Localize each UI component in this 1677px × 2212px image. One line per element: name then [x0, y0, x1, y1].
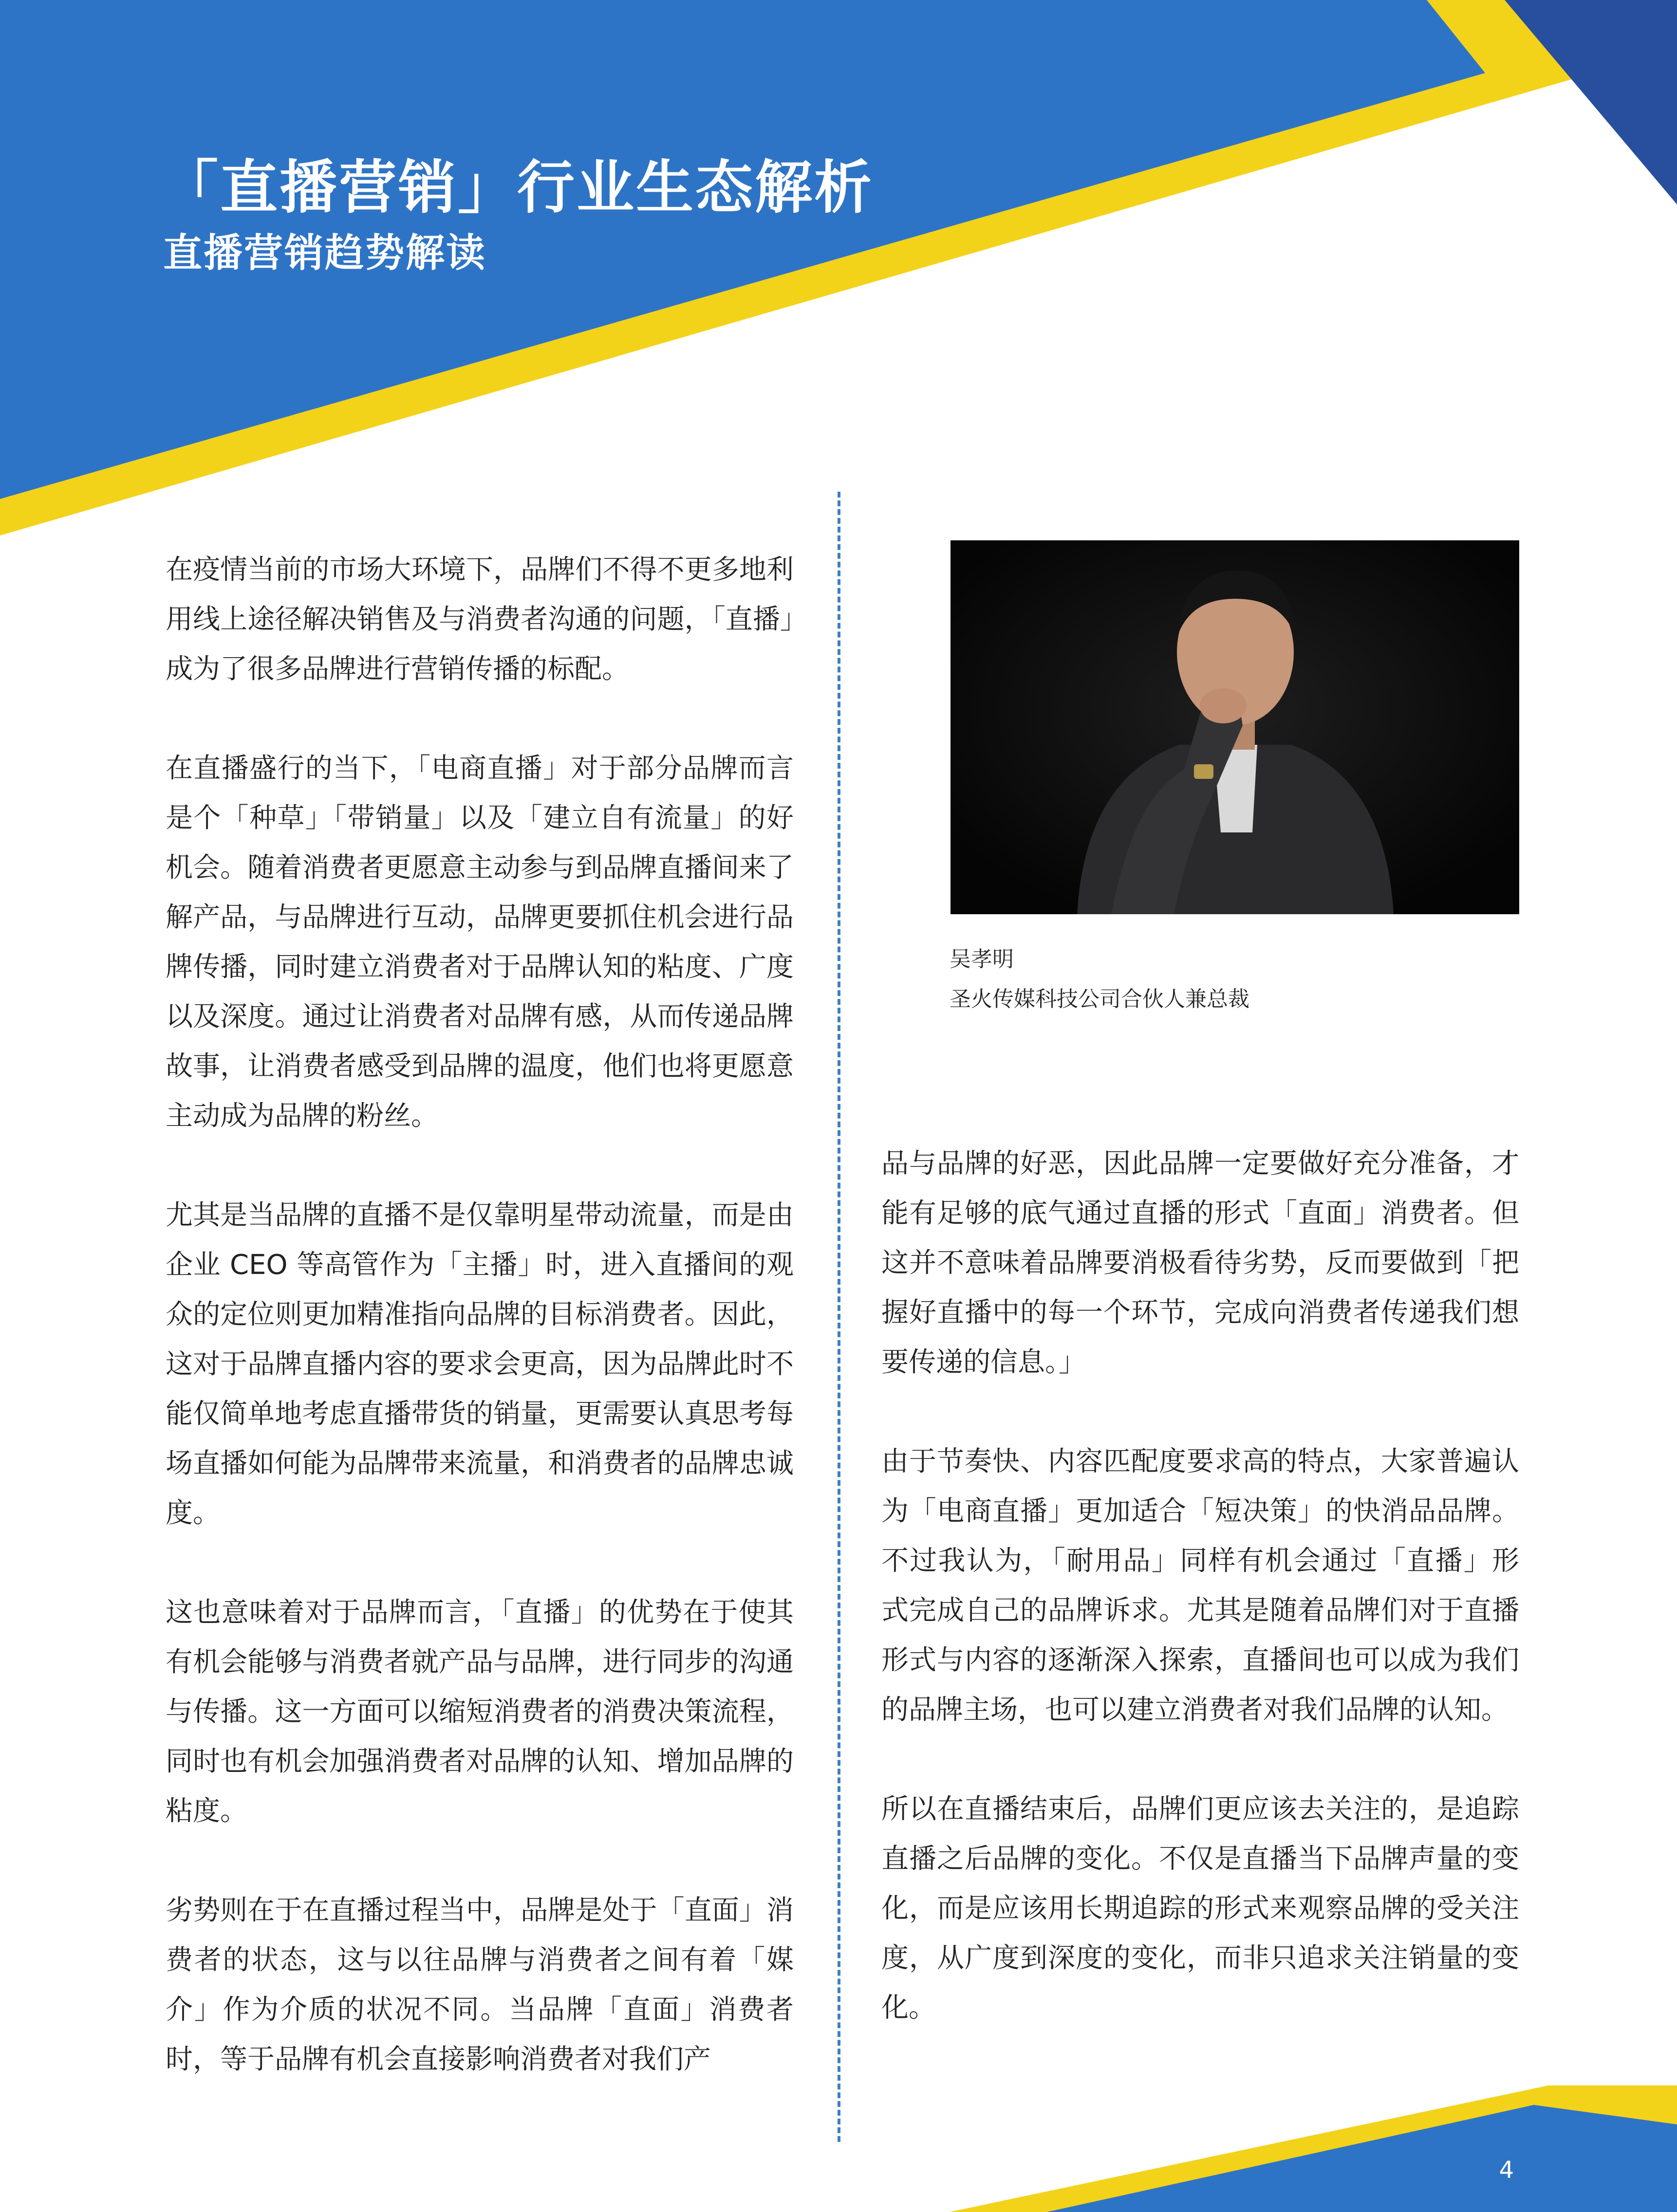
left-paragraph-3: 尤其是当品牌的直播不是仅靠明星带动流量，而是由企业 CEO 等高管作为「主播」时，进入直播间的观众的定位则更加精准指向品牌的目标消费者。因此，这对于品牌直播内容的要求会更高，因为品牌此时不能仅简单地考虑直播带货的销量，更需要认真思考每场直播如何能为品牌带来流量，和消费者的品牌忠诚度。: [166, 1199, 794, 1529]
page-title: 「直播营销」行业生态解析: [161, 154, 874, 221]
portrait-photo: [950, 540, 1519, 914]
left-paragraph-2: 在直播盛行的当下，「电商直播」对于部分品牌而言是个「种草」「带销量」以及「建立自有流量」的好机会。随着消费者更愿意主动参与到品牌直播间来了解产品，与品牌进行互动，品牌更要抓住机会进行品牌传播，同时建立消费者对于品牌认知的粘度、广度以及深度。通过让消费者对品牌有感，从而传递品牌故事，让消费者感受到品牌的温度，他们也将更愿意主动成为品牌的粉丝。: [166, 753, 794, 1132]
page-subtitle: 直播营销趋势解读: [163, 230, 486, 276]
left-paragraph-1: 在疫情当前的市场大环境下，品牌们不得不更多地利用线上途径解决销售及与消费者沟通的问题，「直播」成为了很多品牌进行营销传播的标配。: [166, 554, 794, 685]
left-paragraph-5: 劣势则在于在直播过程当中，品牌是处于「直面」消费者的状态，这与以往品牌与消费者之间有着「媒介」作为介质的状况不同。当品牌「直面」消费者时，等于品牌有机会直接影响消费者对我们产: [166, 1895, 794, 2075]
right-paragraph-3: 所以在直播结束后，品牌们更应该去关注的，是追踪直播之后品牌的变化。不仅是直播当下品牌声量的变化，而是应该用长期追踪的形式来观察品牌的受关注度，从广度到深度的变化，而非只追求关注销量的变化。: [881, 1793, 1519, 2024]
page-number: 4: [1499, 2157, 1514, 2184]
column-divider: [838, 492, 840, 2142]
left-column: [166, 545, 794, 2084]
footer-background: [0, 2085, 1677, 2212]
right-column: [881, 1139, 1519, 2033]
portrait-role: 圣火传媒科技公司合伙人兼总裁: [950, 987, 1249, 1012]
left-paragraph-4: 这也意味着对于品牌而言，「直播」的优势在于使其有机会能够与消费者就产品与品牌，进行同步的沟通与传播。这一方面可以缩短消费者的消费决策流程，同时也有机会加强消费者对品牌的认知、增加品牌的粘度。: [166, 1597, 794, 1827]
right-paragraph-2: 由于节奏快、内容匹配度要求高的特点，大家普遍认为「电商直播」更加适合「短决策」的快消品品牌。不过我认为，「耐用品」同样有机会通过「直播」形式完成自己的品牌诉求。尤其是随着品牌们对于直播形式与内容的逐渐深入探索，直播间也可以成为我们的品牌主场，也可以建立消费者对我们品牌的认知。: [881, 1446, 1519, 1726]
portrait-caption: [950, 940, 1249, 1019]
footer-blue-band: [1047, 2105, 1677, 2212]
right-paragraph-1: 品与品牌的好恶，因此品牌一定要做好充分准备，才能有足够的底气通过直播的形式「直面」消费者。但这并不意味着品牌要消极看待劣势，反而要做到「把握好直播中的每一个环节，完成向消费者传递我们想要传递的信息。」: [881, 1148, 1519, 1378]
header-dark-blue-corner: [1505, 0, 1677, 204]
portrait-name: 吴孝明: [950, 947, 1014, 972]
